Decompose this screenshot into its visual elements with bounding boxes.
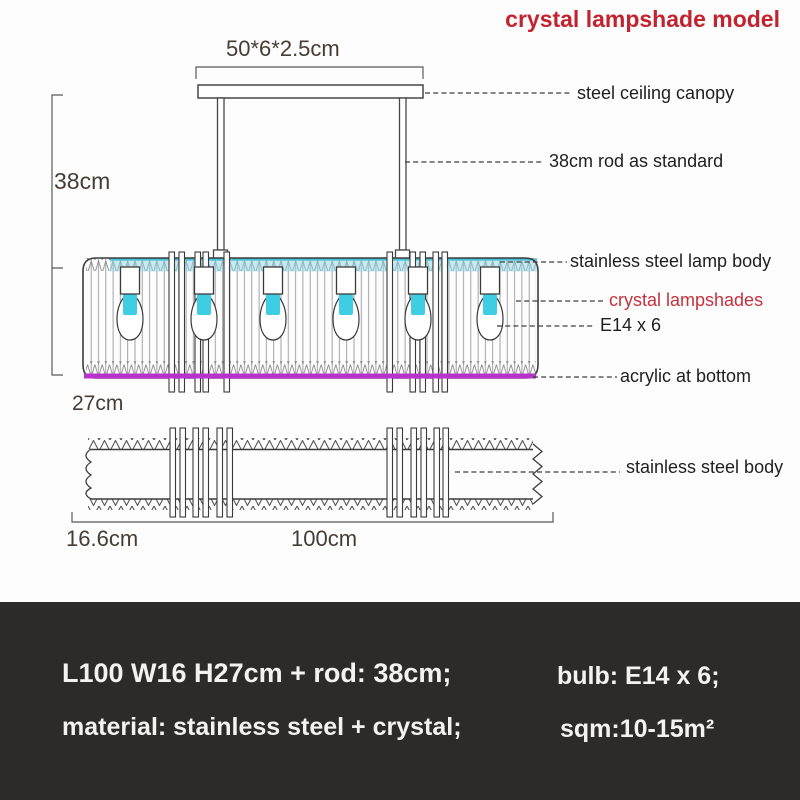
bulb-1 bbox=[117, 267, 143, 340]
body-length-dimension: 100cm bbox=[291, 526, 358, 551]
spec-bulb: bulb: E14 x 6; bbox=[557, 662, 720, 690]
callout-bulb-e14: E14 x 6 bbox=[600, 315, 662, 335]
length-dimension-line bbox=[72, 512, 553, 522]
spec-size: L100 W16 H27cm + rod: 38cm; bbox=[62, 658, 452, 688]
callout-stainless-steel-body: stainless steel body bbox=[626, 457, 784, 477]
callout-rod-standard: 38cm rod as standard bbox=[549, 151, 724, 171]
page-title: crystal lampshade model bbox=[505, 6, 780, 32]
spec-material: material: stainless steel + crystal; bbox=[62, 713, 462, 741]
canopy-dimension-bracket bbox=[196, 67, 423, 79]
zigzag-right-edge bbox=[533, 444, 542, 504]
acrylic-bottom-strip bbox=[84, 374, 536, 379]
canopy-size-dimension: 50*6*2.5cm bbox=[226, 36, 340, 61]
rod-height-dimension-line bbox=[52, 95, 63, 375]
bulb-5 bbox=[405, 267, 431, 340]
spec-panel bbox=[0, 602, 800, 800]
callout-crystal-lampshades: crystal lampshades bbox=[609, 290, 764, 310]
rod-height-dimension: 38cm bbox=[54, 168, 111, 194]
front-view-lamp-body bbox=[83, 252, 538, 392]
spec-sqm: sqm:10-15m² bbox=[560, 715, 715, 743]
callout-stainless-lamp-body: stainless steel lamp body bbox=[570, 251, 772, 271]
hanging-rods-drawing bbox=[214, 98, 410, 259]
body-width-dimension: 16.6cm bbox=[66, 526, 139, 551]
ceiling-canopy-drawing bbox=[198, 85, 423, 98]
bulb-4 bbox=[333, 267, 359, 340]
bulb-3 bbox=[260, 267, 286, 340]
scalloped-left-edge bbox=[86, 449, 91, 499]
callout-acrylic-bottom: acrylic at bottom bbox=[620, 366, 752, 386]
bulb-6 bbox=[477, 267, 503, 340]
callout-steel-ceiling-canopy: steel ceiling canopy bbox=[577, 83, 735, 103]
body-height-dimension: 27cm bbox=[72, 392, 124, 415]
bulb-2 bbox=[191, 267, 217, 340]
